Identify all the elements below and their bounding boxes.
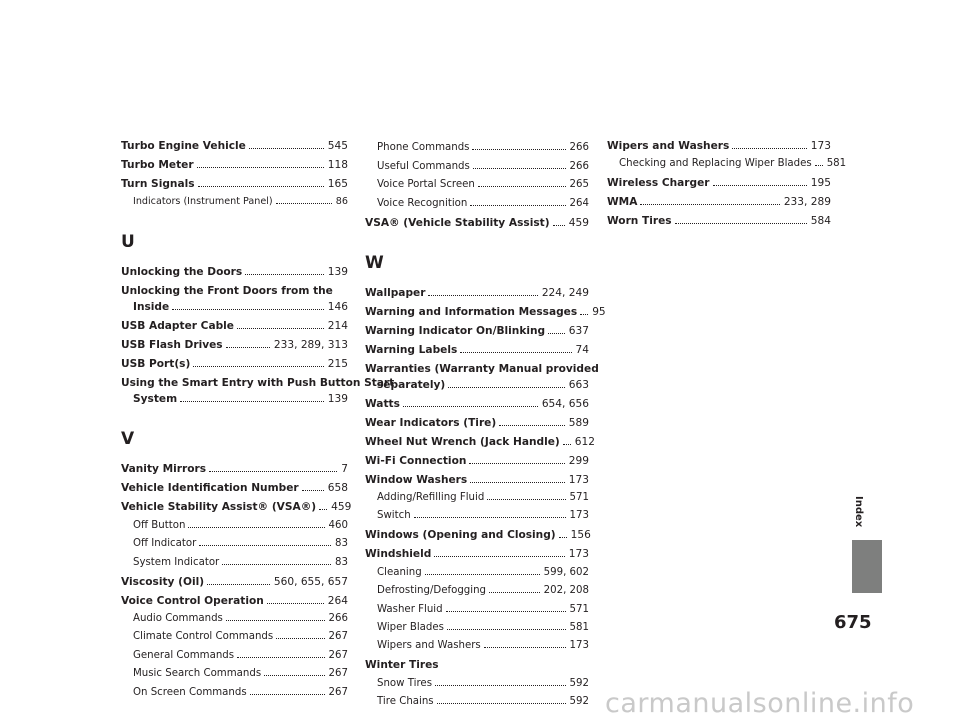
entry-term: Using the Smart Entry with Push Button Start [121,377,395,390]
entry-term: Wheel Nut Wrench (Jack Handle) [365,435,560,448]
entry-page: 173 [569,510,589,522]
entry-page: 139 [327,393,348,406]
entry-page: 571 [569,491,589,503]
entry-term: Winter Tires [365,659,439,672]
entry-page: 265 [569,179,589,191]
entry-term: Turbo Engine Vehicle [121,140,246,152]
entry-page: 264 [327,594,348,607]
dot-leader [469,463,564,464]
index-entry [365,361,599,393]
entry-term: Off Indicator [133,538,197,550]
entry-page: 95 [592,305,606,318]
dot-leader [172,309,324,310]
entry-term-continued: System [133,393,178,406]
index-entry [365,527,589,543]
index-subentry [121,194,348,210]
index-entry [121,337,348,353]
entry-page: 459 [568,216,589,229]
index-entry [365,434,596,450]
index-side-label: Index [853,496,864,528]
section-letter: V [121,429,135,450]
entry-term: Unlocking the Front Doors from the [121,285,333,298]
entry-term: USB Port(s) [121,358,191,371]
dot-leader [222,564,331,565]
entry-term: Wireless Charger [607,177,710,190]
entry-page: 459 [331,501,352,514]
entry-page: 264 [569,197,589,209]
entry-term: Music Search Commands [133,668,262,680]
entry-page: 584 [810,215,831,228]
entry-term: Wi-Fi Connection [365,454,467,467]
dot-leader [226,620,325,621]
entry-page: 139 [327,266,348,279]
entry-term: Warranties (Warranty Manual provided [365,362,599,375]
index-subentry [607,156,847,172]
entry-term: Cleaning [377,566,422,578]
dot-leader [732,148,806,149]
index-subentry [121,648,348,664]
entry-page: 86 [335,196,348,208]
entry-term: Adding/Refilling Fluid [377,491,485,503]
index-entry [121,480,348,496]
dot-leader [425,574,540,575]
dot-leader [264,675,324,676]
dot-leader [250,694,325,695]
index-subentry [121,629,348,645]
dot-leader [197,167,324,168]
entry-term: Worn Tires [607,215,672,228]
index-entry [121,318,348,334]
entry-term: Indicators (Instrument Panel) [133,196,273,208]
entry-page: 267 [328,631,348,643]
index-subentry [365,140,589,156]
dot-leader [472,149,565,150]
entry-continuation [365,377,589,393]
dot-leader [414,517,566,518]
dot-leader [553,225,565,226]
entry-term: USB Adapter Cable [121,320,234,333]
index-entry [607,213,831,229]
entry-term: Tire Chains [377,696,434,708]
entry-page: 612 [574,435,596,448]
index-entry [365,285,589,301]
index-subentry [121,666,348,682]
index-subentry [121,518,348,534]
entry-page: 571 [569,603,589,615]
dot-leader [207,584,270,585]
entry-term-continued: Inside [133,301,170,314]
index-entry [121,138,348,154]
dot-leader [713,185,807,186]
entry-page: 267 [328,686,348,698]
index-subentry [365,159,589,175]
entry-page: 74 [575,343,589,356]
dot-leader [249,148,324,149]
watermark-text: carmanualsonline.info [605,688,915,719]
dot-leader [470,482,565,483]
entry-term: Climate Control Commands [133,631,274,643]
index-subentry [121,685,348,701]
index-entry [365,342,589,358]
dot-leader [198,186,324,187]
entry-page: 299 [568,454,589,467]
index-entry [365,396,589,412]
entry-page: 195 [810,177,831,190]
index-entry [121,283,348,315]
dot-leader [489,592,540,593]
entry-term: Viscosity (Oil) [121,575,205,588]
entry-term: Wear Indicators (Tire) [365,416,497,429]
index-entry [121,461,348,477]
dot-leader [487,499,565,500]
entry-term: Turbo Meter [121,159,194,171]
dot-leader [403,406,538,407]
dot-leader [563,444,571,445]
entry-page: 233, 289 [783,196,831,209]
index-tab-marker [852,540,882,593]
entry-continuation [121,391,348,407]
entry-page: 146 [327,301,348,314]
entry-page: 214 [327,320,348,333]
index-subentry [121,536,348,552]
entry-term: Vehicle Stability Assist® (VSA®) [121,501,317,514]
dot-leader [237,657,324,658]
entry-page: 173 [569,640,589,652]
index-subentry [365,490,589,506]
entry-term: General Commands [133,649,235,661]
index-subentry [365,508,589,524]
dot-leader [267,603,324,604]
dot-leader [499,425,565,426]
entry-page: 266 [569,142,589,154]
entry-term: Warning and Information Messages [365,305,578,318]
dot-leader [302,490,324,491]
entry-term: Vanity Mirrors [121,463,207,476]
dot-leader [193,366,323,367]
entry-continuation [121,299,348,315]
section-letter: W [365,252,384,273]
index-entry [121,264,348,280]
index-entry [365,546,589,562]
entry-page: 266 [569,160,589,172]
dot-leader [484,647,566,648]
entry-page: 173 [568,548,589,561]
index-entry [121,157,348,173]
dot-leader [675,223,807,224]
entry-term: USB Flash Drives [121,339,223,352]
index-entry [365,323,589,339]
entry-term: VSA® (Vehicle Stability Assist) [365,216,550,229]
entry-term: Warning Labels [365,343,458,356]
entry-term: Audio Commands [133,612,223,624]
dot-leader [188,527,324,528]
index-subentry [121,555,348,571]
entry-page: 560, 655, 657 [273,575,348,588]
index-entry [365,304,606,320]
index-subentry [365,602,589,618]
index-entry [607,194,831,210]
dot-leader [448,387,565,388]
index-entry [121,574,348,590]
index-subentry [365,565,589,581]
entry-page: 156 [570,529,591,542]
entry-page: 173 [810,140,831,152]
dot-leader [478,186,566,187]
entry-term-continued: separately) [377,378,446,391]
index-column-3 [607,138,847,229]
index-entry [365,215,589,231]
index-subentry [365,620,589,636]
dot-leader [447,629,566,630]
entry-page: 589 [568,416,589,429]
entry-term: Wipers and Washers [607,140,730,152]
dot-leader [435,685,566,686]
index-subentry [365,177,589,193]
entry-page: 118 [327,159,348,171]
index-entry [607,138,831,154]
entry-term: Snow Tires [377,677,433,689]
index-subentry [365,676,589,692]
entry-term: Off Button [133,519,186,531]
index-subentry [365,638,589,654]
dot-leader [226,347,270,348]
dot-leader [446,611,566,612]
entry-page: 663 [568,378,589,391]
entry-page: 637 [568,324,589,337]
entry-term: Voice Recognition [377,197,468,209]
entry-page: 267 [328,668,348,680]
entry-page: 215 [327,358,348,371]
entry-page: 581 [826,158,847,170]
entry-page: 460 [328,519,348,531]
entry-term: Wallpaper [365,286,426,299]
dot-leader [434,556,564,557]
dot-leader [815,165,823,166]
entry-term: Defrosting/Defogging [377,585,487,597]
entry-page: 224, 249 [541,286,589,299]
entry-page: 592 [569,696,589,708]
page-number: 675 [834,612,872,633]
dot-leader [209,471,337,472]
dot-leader [199,545,331,546]
entry-term: Watts [365,397,400,410]
entry-page: 83 [335,538,348,550]
entry-term: Wipers and Washers [377,640,481,652]
dot-leader [559,537,567,538]
dot-leader [437,703,566,704]
entry-page: 267 [328,649,348,661]
dot-leader [428,295,537,296]
entry-term: Unlocking the Doors [121,266,243,279]
index-entry [121,176,348,192]
index-subentry [365,694,589,710]
index-entry [365,657,589,673]
entry-term: Turn Signals [121,178,195,190]
index-entry [365,415,589,431]
entry-page: 7 [341,463,348,476]
entry-page: 202, 208 [543,585,589,597]
index-entry [121,593,348,609]
entry-term: Switch [377,510,411,522]
entry-page: 581 [569,621,589,633]
index-entry [365,472,589,488]
entry-term: Useful Commands [377,160,470,172]
entry-page: 654, 656 [541,397,589,410]
dot-leader [180,401,324,402]
dot-leader [319,509,327,510]
entry-term: Wiper Blades [377,621,444,633]
dot-leader [473,168,566,169]
entry-page: 266 [328,612,348,624]
entry-page: 599, 602 [543,566,589,578]
dot-leader [640,204,779,205]
entry-page: 545 [327,140,348,152]
entry-term: Phone Commands [377,142,470,154]
entry-page: 592 [569,677,589,689]
entry-page: 173 [568,473,589,486]
index-subentry [365,196,589,212]
dot-leader [580,314,588,315]
index-entry [121,356,348,372]
dot-leader [460,352,571,353]
entry-term: Vehicle Identification Number [121,482,299,495]
entry-term: Voice Control Operation [121,594,264,607]
entry-term: Window Washers [365,473,468,486]
entry-term: WMA [607,196,638,209]
index-column-2 [365,138,606,710]
dot-leader [470,205,565,206]
dot-leader [548,333,565,334]
index-entry [365,453,589,469]
entry-page: 658 [327,482,348,495]
entry-term: On Screen Commands [133,686,247,698]
entry-term: Washer Fluid [377,603,443,615]
index-subentry [365,583,589,599]
entry-page: 165 [327,178,348,190]
entry-term: Windows (Opening and Closing) [365,529,556,542]
index-subentry [121,611,348,627]
entry-term: Windshield [365,548,432,561]
entry-term: System Indicator [133,556,220,568]
entry-term: Checking and Replacing Wiper Blades [619,158,812,170]
index-entry [607,175,831,191]
dot-leader [245,274,324,275]
dot-leader [237,328,324,329]
entry-term: Voice Portal Screen [377,179,475,191]
dot-leader [276,638,324,639]
section-letter: U [121,232,135,253]
entry-term: Warning Indicator On/Blinking [365,324,546,337]
dot-leader [276,203,332,204]
index-entry [121,499,352,515]
entry-page: 233, 289, 313 [273,339,348,352]
entry-page: 83 [335,556,348,568]
